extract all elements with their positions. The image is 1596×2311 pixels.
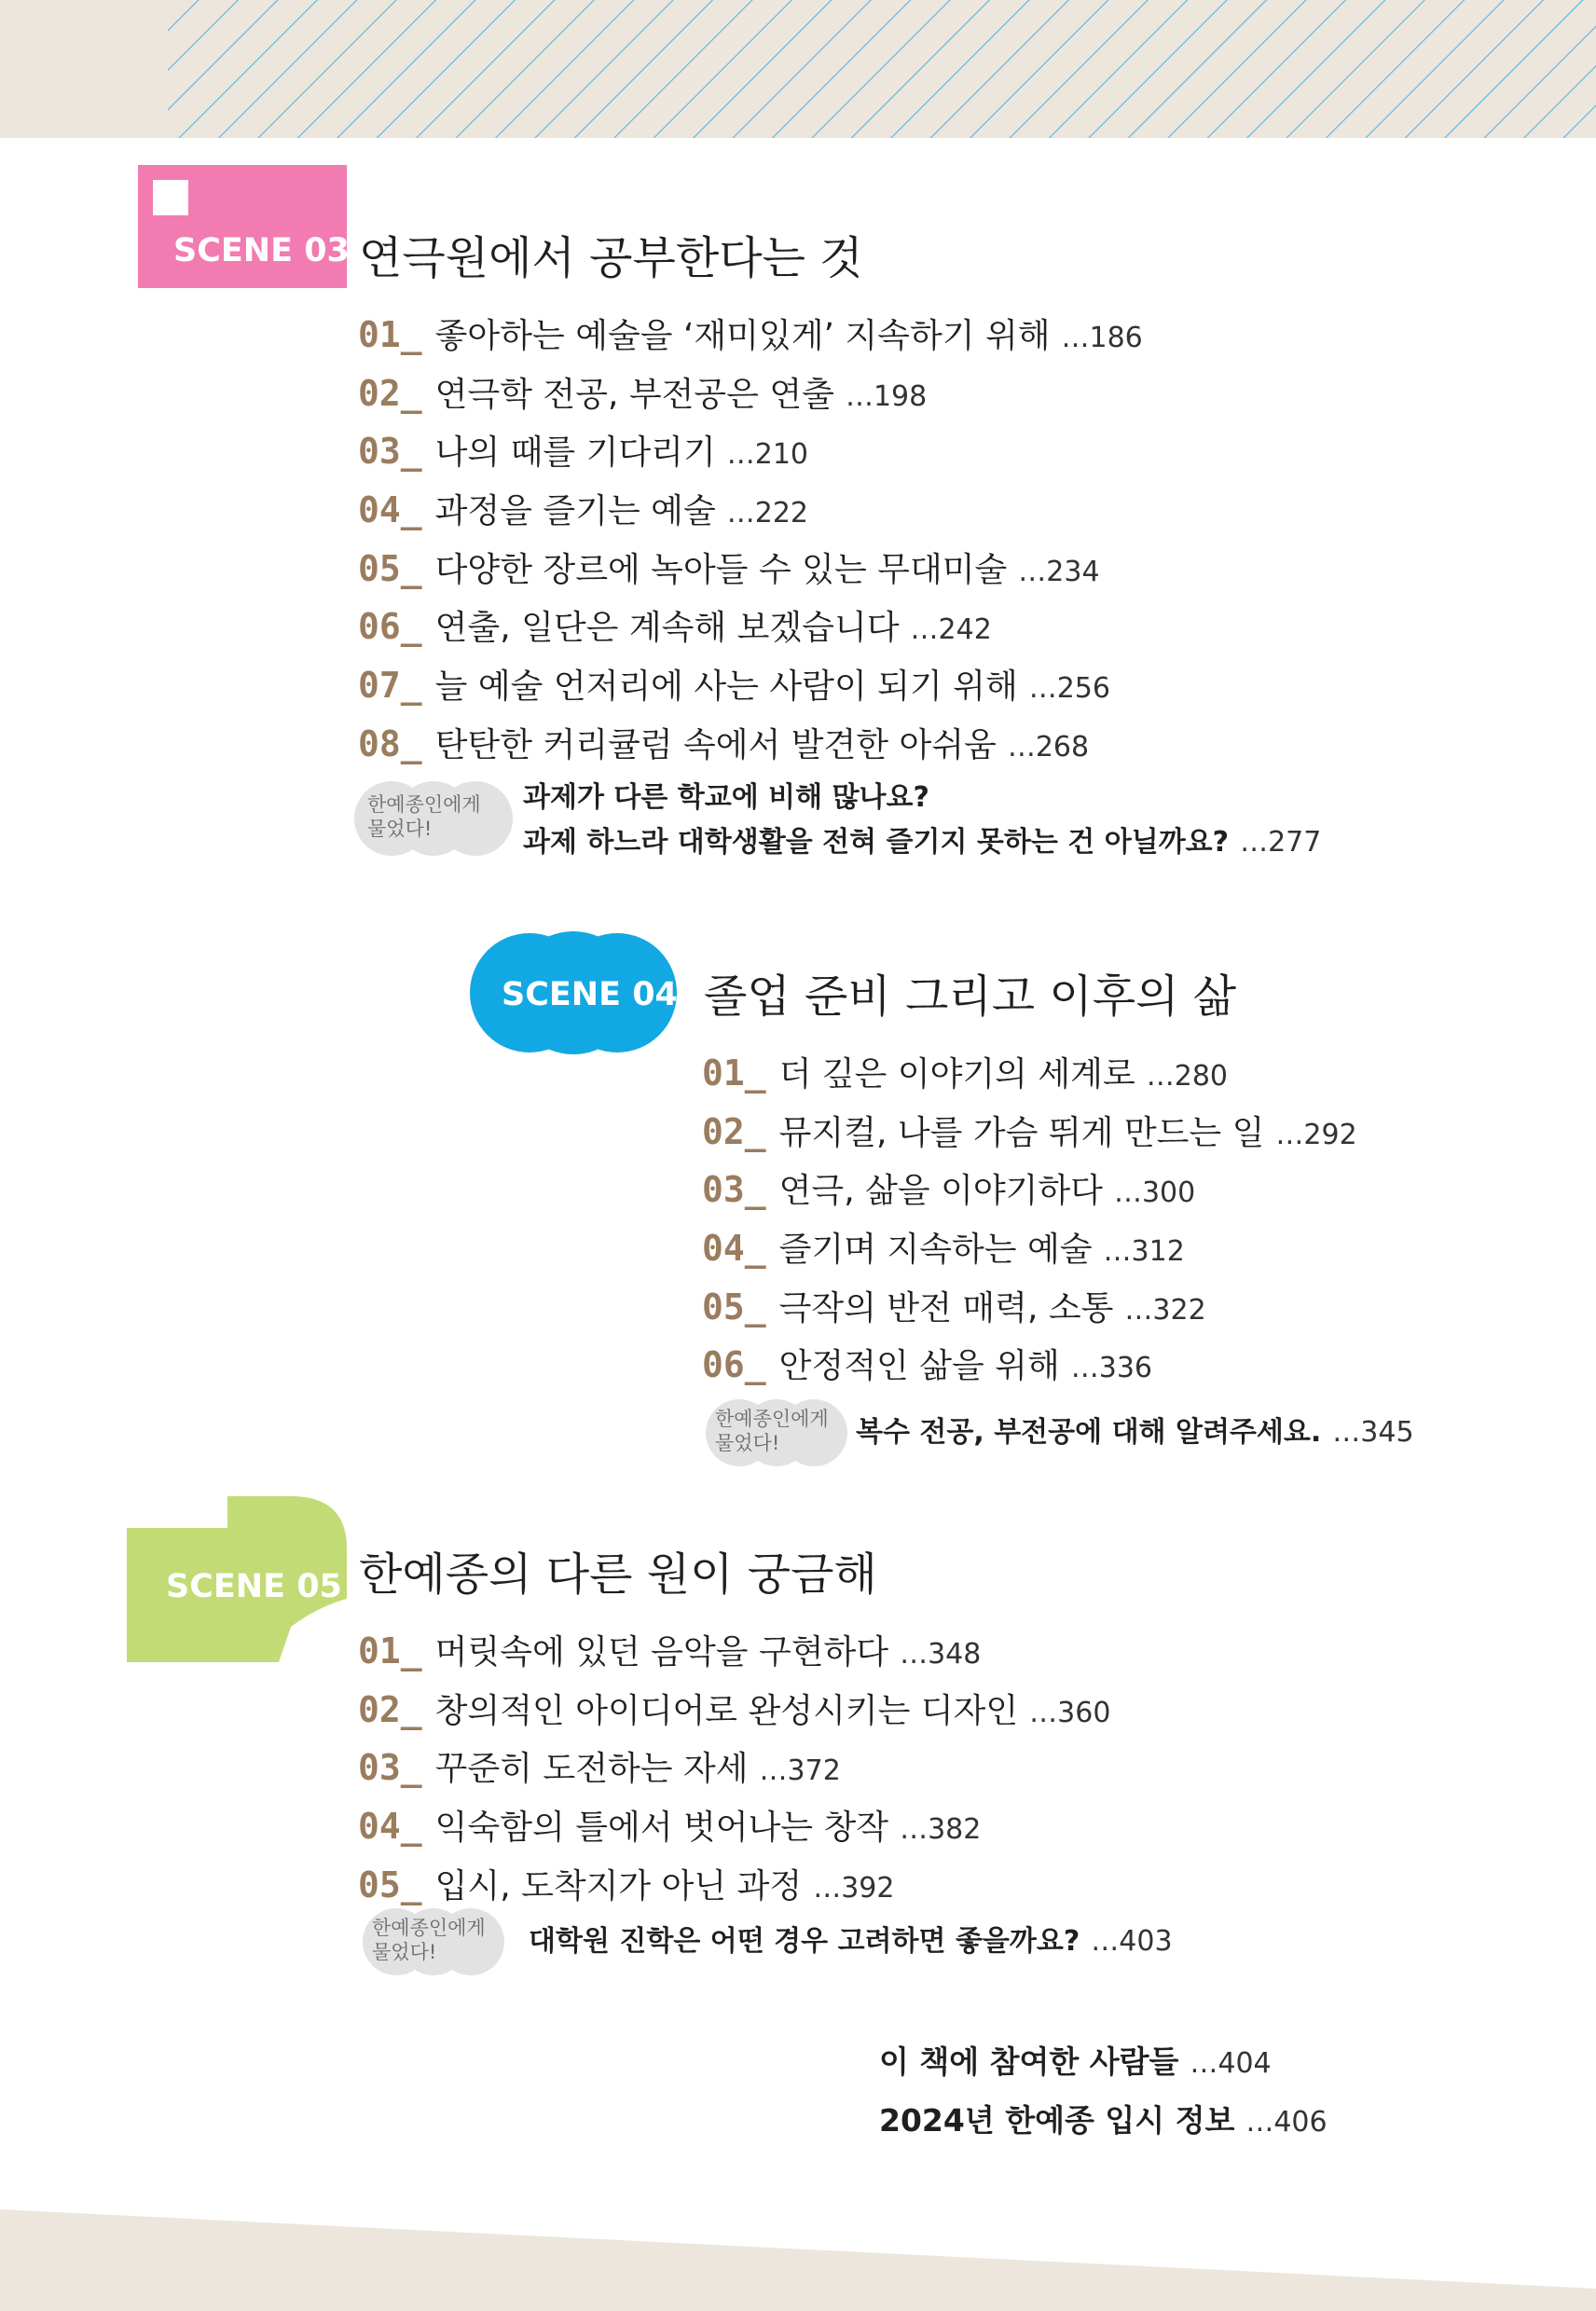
item-title: 늘 예술 언저리에 사는 사람이 되기 위해 xyxy=(434,667,1018,707)
scene-05-items xyxy=(358,1622,1110,1914)
item-title: 다양한 장르에 녹아들 수 있는 무대미술 xyxy=(434,550,1008,589)
extra-title: 2024년 한예종 입시 정보 xyxy=(879,2102,1235,2139)
qa-question-line1: 대학원 진학은 어떤 경우 고려하면 좋을까요? …403 xyxy=(529,1925,1173,1958)
toc-item[interactable] xyxy=(358,1622,1110,1681)
item-page: …234 xyxy=(1018,555,1100,588)
item-title: 머릿속에 있던 음악을 구현하다 xyxy=(434,1633,889,1671)
item-title: 입시, 도착지가 아닌 과정 xyxy=(434,1866,803,1905)
scene-05-title: 한예종의 다른 원이 궁금해 xyxy=(359,1548,877,1601)
top-stripe-band xyxy=(0,0,1596,138)
scene-04-title: 졸업 준비 그리고 이후의 삶 xyxy=(704,970,1237,1023)
item-title: 꾸준히 도전하는 자세 xyxy=(434,1750,749,1789)
item-title: 안정적인 삶을 위해 xyxy=(778,1347,1060,1386)
item-number: 03_ xyxy=(358,431,422,473)
qa-question xyxy=(529,1919,1173,1964)
toc-item[interactable] xyxy=(358,715,1143,774)
item-number: 01_ xyxy=(358,314,422,355)
toc-item[interactable] xyxy=(702,1161,1357,1219)
item-title: 과정을 즐기는 예술 xyxy=(434,492,716,531)
item-page: …210 xyxy=(726,438,809,472)
item-page: …242 xyxy=(910,613,992,647)
item-title: 연극, 삶을 이야기하다 xyxy=(778,1172,1103,1211)
toc-item[interactable] xyxy=(358,1797,1110,1856)
item-title: 나의 때를 기다리기 xyxy=(434,433,716,473)
scene-05-badge xyxy=(127,1496,347,1662)
item-page: …382 xyxy=(900,1813,982,1847)
item-number: 06_ xyxy=(702,1344,766,1386)
scene-03-badge-label: SCENE 03 xyxy=(173,232,350,269)
item-page: …280 xyxy=(1146,1060,1228,1093)
qa-page: …345 xyxy=(1332,1416,1414,1449)
scene-04-badge xyxy=(470,918,677,1067)
extra-page: …406 xyxy=(1245,2106,1328,2139)
qa-label: 한예종인에게 물었다! xyxy=(367,793,481,840)
extra-page: …404 xyxy=(1190,2047,1272,2080)
item-title: 익숙함의 틀에서 벗어나는 창작 xyxy=(434,1809,889,1848)
item-title: 극작의 반전 매력, 소통 xyxy=(778,1288,1114,1327)
item-page: …198 xyxy=(845,379,928,413)
item-page: …186 xyxy=(1061,322,1143,354)
item-page: …372 xyxy=(759,1754,841,1788)
item-number: 02_ xyxy=(358,372,422,414)
item-number: 05_ xyxy=(358,1864,422,1905)
item-page: …392 xyxy=(813,1871,895,1905)
toc-item[interactable] xyxy=(358,540,1143,598)
scene-04-items xyxy=(702,1044,1357,1395)
item-number: 08_ xyxy=(358,722,422,764)
toc-item[interactable] xyxy=(358,481,1143,540)
item-page: …312 xyxy=(1103,1235,1185,1269)
scene-05-badge-label: SCENE 05 xyxy=(166,1568,342,1605)
qa-question xyxy=(523,776,1321,865)
item-page: …300 xyxy=(1113,1176,1196,1210)
item-number: 06_ xyxy=(358,606,422,648)
toc-item[interactable] xyxy=(702,1103,1357,1162)
back-matter xyxy=(879,2032,1328,2150)
toc-item[interactable] xyxy=(358,656,1143,715)
item-title: 뮤지컬, 나를 가슴 뛰게 만드는 일 xyxy=(778,1113,1265,1152)
toc-item[interactable] xyxy=(358,365,1143,423)
item-number: 01_ xyxy=(702,1052,766,1094)
qa-question xyxy=(856,1410,1414,1455)
item-number: 03_ xyxy=(702,1169,766,1211)
item-number: 04_ xyxy=(358,1806,422,1848)
scene-04-badge-label: SCENE 04 xyxy=(502,976,678,1013)
item-number: 01_ xyxy=(358,1630,422,1671)
item-title: 창의적인 아이디어로 완성시키는 디자인 xyxy=(434,1691,1019,1730)
qa-question-line1: 과제가 다른 학교에 비해 많나요? xyxy=(523,781,929,814)
toc-item[interactable] xyxy=(358,306,1143,365)
item-page: …322 xyxy=(1124,1293,1206,1327)
toc-item[interactable] xyxy=(358,422,1143,481)
toc-item[interactable] xyxy=(358,1739,1110,1797)
item-page: …348 xyxy=(900,1638,982,1671)
scene-03-items xyxy=(358,306,1143,774)
item-page: …336 xyxy=(1070,1352,1153,1385)
item-page: …292 xyxy=(1275,1118,1357,1151)
item-number: 05_ xyxy=(702,1286,766,1327)
scene-03-title: 연극원에서 공부한다는 것 xyxy=(359,232,863,284)
toc-extra-contributors[interactable] xyxy=(879,2032,1328,2091)
item-title: 좋아하는 예술을 ‘재미있게’ 지속하기 위해 xyxy=(434,317,1051,355)
item-number: 07_ xyxy=(358,665,422,707)
toc-item[interactable] xyxy=(702,1278,1357,1337)
item-number: 03_ xyxy=(358,1747,422,1789)
toc-item[interactable] xyxy=(358,598,1143,656)
item-title: 탄탄한 커리큘럼 속에서 발견한 아쉬움 xyxy=(434,725,997,764)
item-number: 02_ xyxy=(358,1688,422,1730)
item-page: …256 xyxy=(1028,672,1110,706)
item-number: 04_ xyxy=(702,1228,766,1270)
toc-extra-admissions[interactable] xyxy=(879,2091,1328,2150)
toc-item[interactable] xyxy=(358,1681,1110,1740)
item-title: 즐기며 지속하는 예술 xyxy=(778,1231,1093,1270)
toc-item[interactable] xyxy=(702,1336,1357,1395)
item-page: …222 xyxy=(726,497,809,530)
item-number: 04_ xyxy=(358,489,422,531)
extra-title: 이 책에 참여한 사람들 xyxy=(879,2043,1179,2080)
scene-03-badge xyxy=(138,165,350,288)
qa-question-line2: 과제 하느라 대학생활을 전혀 즐기지 못하는 건 아닐까요? …277 xyxy=(523,826,1322,859)
item-page: …360 xyxy=(1029,1696,1111,1729)
item-number: 02_ xyxy=(702,1110,766,1152)
qa-label: 한예종인에게 물었다! xyxy=(372,1917,486,1963)
toc-item[interactable] xyxy=(702,1044,1357,1103)
item-page: …268 xyxy=(1007,730,1090,763)
item-title: 연극학 전공, 부전공은 연출 xyxy=(434,375,834,414)
item-title: 더 깊은 이야기의 세계로 xyxy=(778,1055,1135,1094)
qa-label: 한예종인에게 물었다! xyxy=(715,1408,829,1454)
item-title: 연출, 일단은 계속해 보겠습니다 xyxy=(434,609,900,648)
qa-question-line1: 복수 전공, 부전공에 대해 알려주세요. …345 xyxy=(856,1416,1414,1449)
toc-item[interactable] xyxy=(702,1219,1357,1278)
bottom-band xyxy=(0,2200,1596,2311)
item-number: 05_ xyxy=(358,547,422,589)
qa-page: …277 xyxy=(1240,826,1322,859)
qa-page: …403 xyxy=(1091,1925,1173,1958)
